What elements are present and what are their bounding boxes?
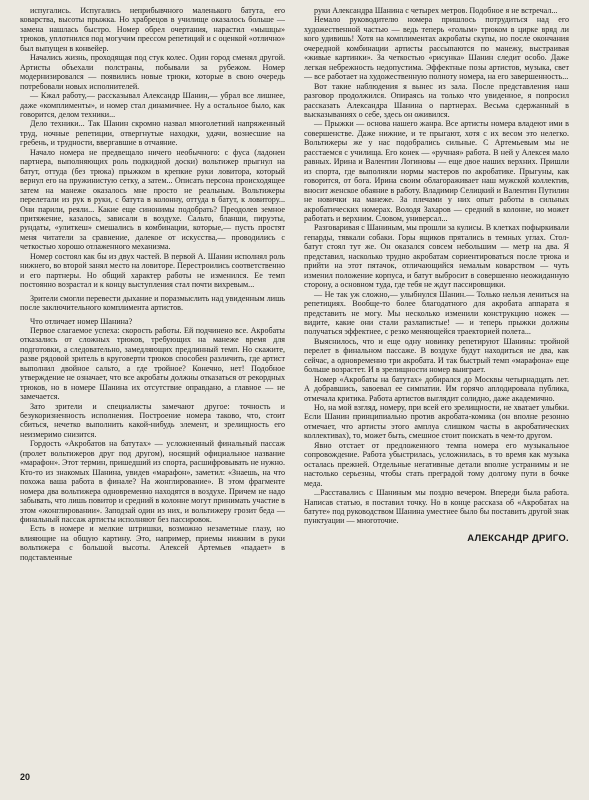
paragraph: руки Александра Шанина с четырех метров. Подобное я не встречал... <box>314 6 558 15</box>
paragraph: — Прыжки — основа нашего жанра. Все артисты номера владеют ими в совершенстве. Даже нижние, и те прыгают, хотя с их весом это нелегко. Вольтижеры же у нас подобрались сильные. С Артемьевым мы не расстаемся с училища. Его конек — «ручная» работа. В ней у Алексея мало равных. Ирина и Валентин Логиновы — еще двое наших верхних. Пришли из спорта, где выполняли нормы мастеров по акробатике. Прыгуны, как говорится, от бога. Ирина своим облагораживает наш мужской коллектив, вносит женское обаяние в работу. Владимир Селицкий и Валентин Путилин не новички на манеже. За плечами у них опыт работы в сильных акробатических номерах. Володя Захаров — средний в колонне, но может работать и верхним. Словом, универсал... <box>304 119 569 223</box>
article-columns <box>20 6 569 758</box>
paragraph: Зато зрители и специалисты замечают другое: точность и безукоризненность исполнения. Построение номера таково, что, стоит сбиться, нечетко выполнить какой-нибудь элемент, и зрелищность его неизмеримо снизится. <box>20 401 285 439</box>
paragraph: Гордость «Акробатов на батутах» — усложненный финальный пассаж (пролет вольтижеров друг под другом), носящий официальное название «марафон». Этот термин, пришедший из спорта, расшифровывать не нужно. Кто-то из знакомых Шанина, увидев «марафон», заметил: «Знаешь, на что похожа ваша работа в финале? На жонглирование». В этом фрагменте номера два вольтижера одновременно находятся в воздухе. Причем не надо забывать, что лишь повитор и средний в колонне могут принимать участие в этом «жонглировании». Заподзай один из них, и вольтижеру грозит беда — финальный пассаж артисты исполняют без пассировок. <box>20 439 285 525</box>
paragraph: Вот такие наблюдения я вынес из зала. После представления наш разговор продолжился. Опираясь на только что увиденное, я попросил рассказать Александра Шанина о партнерах. Весьма сдержанный в высказываниях о себе, здесь он оживился. <box>304 81 569 119</box>
paragraph: Номер состоял как бы из двух частей. В первой А. Шанин исполнял роль нижнего, во второй занял место на ловиторе. Перестроились соответственно и его партнеры. Но общий характер работы не изменился. Ее темп постоянно возрастал и к концу выступления стал почти вихревым... <box>20 251 285 290</box>
paragraph: Есть в номере и мелкие штришки, возможно незаметные глазу, но влияющие на общую картину. Это, например, приемы нижним в руки вольтижера с большой высоты. Алексей Артемьев «падает» в подставленные <box>20 524 285 562</box>
paragraph: Зрители смогли перевести дыхание и поразмыслить над увиденным лишь после заключительного комплимента артистов. <box>20 293 285 313</box>
paragraph: Но, на мой взгляд, номеру, при всей его зрелищности, не хватает улыбки. Если Шанин принципиально против акробата-комика (он вполне резонно отмечает, что артисты этого амплуа слишком часты в акробатических коллективах), то, может быть, смешное стоит поискать в чем-то другом. <box>304 403 569 441</box>
paragraph: Явно отстает от предложенного темпа номера его музыкальное сопровождение. Работа убыстрилась, усложнилась, в то время как музыка осталась прежней. Отдельные негативные детали вполне устранимы и не настолько серьезны, чтобы стать преградой тому долгому пути в бочке меда. <box>304 440 569 488</box>
paragraph: — Кжал работу,— рассказывал Александр Шанин,— убрал все лишнее, даже «комплименты», и номер стал динамичнее. Ну а остальное было, как говорится, делом техники... <box>20 91 285 119</box>
paragraph-question: Что отличает номер Шанина? <box>30 316 133 326</box>
paragraph: Первое слагаемое успеха: скорость работы. Ей подчинено все. Акробаты отказались от сложных трюков, требующих на манеже время для подготовки, а следовательно, замедляющих предлинный темп. Но скажите, разве рядовой зритель в круговерти трюков способен различить, где артист выполнил двойное сальто, а где тройное? Конечно, нет! Подобное утверждение не означает, что все акробаты должны отказаться от рекордных трюков, но в номере Шанина их отсутствие оправдано, а главное — не замечается. <box>20 325 285 402</box>
paragraph: Номер «Акробаты на батутах» добирался до Москвы четырнадцать лет. А добравшись, завоевал ее симпатии. Им горячо аплодировала публика, отмечала критика. Работа артистов выглядит солидно, даже академично. <box>304 374 569 403</box>
paragraph: — Не так уж сложно,— улыбнулся Шанин.— Только нельзя лениться на репетициях. Вообще-то более благодатного для акробата аппарата я представить не могу. Мы несколько изменили конструкцию ножек — видите, какие они стали разлапистые! — и теперь прыжки должны получаться эффектнее, с резко меняющейся траекторией полета... <box>304 289 569 337</box>
paragraph: Выяснилось, что и еще одну новинку репетируют Шанины: тройной перелет в финальном пассаже. В воздухе будут находиться не два, как сейчас, а одновременно три акробата. И так быстрый темп «марафона» еще больше возрастет. И в зрелищности номер выиграет. <box>304 336 569 375</box>
page-number: 20 <box>20 772 31 782</box>
paragraph: Начало номера не предвещало ничего необычного: с фуса (ладонен партнера, выполняющих роль подкидной доски) вольтижер прыгнул на батут, оттуда (без трюка) прыжком в крепкие руки ловитора, который вернул его на пружинистую сетку, а затем... Описать персона происходящее затем на манеже оказалось мне просто не реальным. Вольтижеры перелетали из рук в руки, с батута в колонну, оттуда в батут, к ловитору... Они парили, реяли... Какие еще синонимы подобрать? Преодолев земное притяжение, казалось, зависали в воздухе. Сальто, бланши, пируэты, рундаты, «улиткеш» смешались в комбинации, которые,— пусть простят меня читатели за сравнение, далекое от искусства,— проводились с четкостью хорошо отлаженного механизма. <box>20 147 285 252</box>
paragraph: Немало руководителю номера пришлось потрудиться над его художественной частью — ведь теперь «голым» трюком в цирке вряд ли кого удивишь! Хотя на комплиментах акробаты скупы, но после окончания очередной комбинации артисты рассыпаются по манежу, выстраивая «живые картинки». За четкостью «рисунка» Шанин следит особо. Даже легкая небрежность недопустима. Эффектные позы артистов, музыка, свет — все работает на художественную полноту номера, на его завершенность... <box>304 15 569 82</box>
right-column <box>304 6 569 758</box>
author-signature: АЛЕКСАНДР ДРИГО. <box>467 532 569 544</box>
paragraph: Дело техники... Так Шанин скромно назвал многолетний напряженный труд, ночные репетиции, отвергнутые находки, удачи, вознесшие на гребень, и трудности, ввергавшие в отчаяние. <box>20 119 285 148</box>
paragraph: Разговаривая с Шаниным, мы прошли за кулисы. В клетках пофыркивали гепарды, тявкали собаки. Горы ящиков прятались в темных углах. Стол-батут стоял тут же. Он оказался совсем небольшим — метр на два. Я представил, насколько трудно акробатам сориентироваться после трюка и прийти на этот пятачок, отличающийся немалым коварством — чуть изменил положение корпуса, и батут выбросит в совершенно неожиданную сторону, а основном туда, где тебя не ждут пассировщики. <box>304 223 569 290</box>
left-column <box>20 6 285 758</box>
paragraph: Начались жизнь, проходящая под стук колес. Один город сменял другой. Артисты объехали полстраны, побывали за рубежом. Номер модернизировался — появились новые трюки, которые в свою очередь потребовали новых исполнителей. <box>20 53 285 91</box>
paragraph: испугались. Испугались неприбывчного маленького батута, его коварства, высоты прыжка. Но храбрецов в училище оказалось больше — замена нашлась быстро. Номер обрел очертания, нарастил «мышцы» трюков, уплотнился под могучим прессом репетиций и с оценкой «отлично» был выпущен в конвейер. <box>20 6 285 53</box>
paragraph: ...Расставались с Шаниным мы поздно вечером. Впереди была работа. Написав статью, я поставил точку. Но в конце рассказа об «Акробатах на батуте» под руководством Шанина уместнее было бы поставить другой знак пунктуации — многоточие. <box>304 488 569 526</box>
